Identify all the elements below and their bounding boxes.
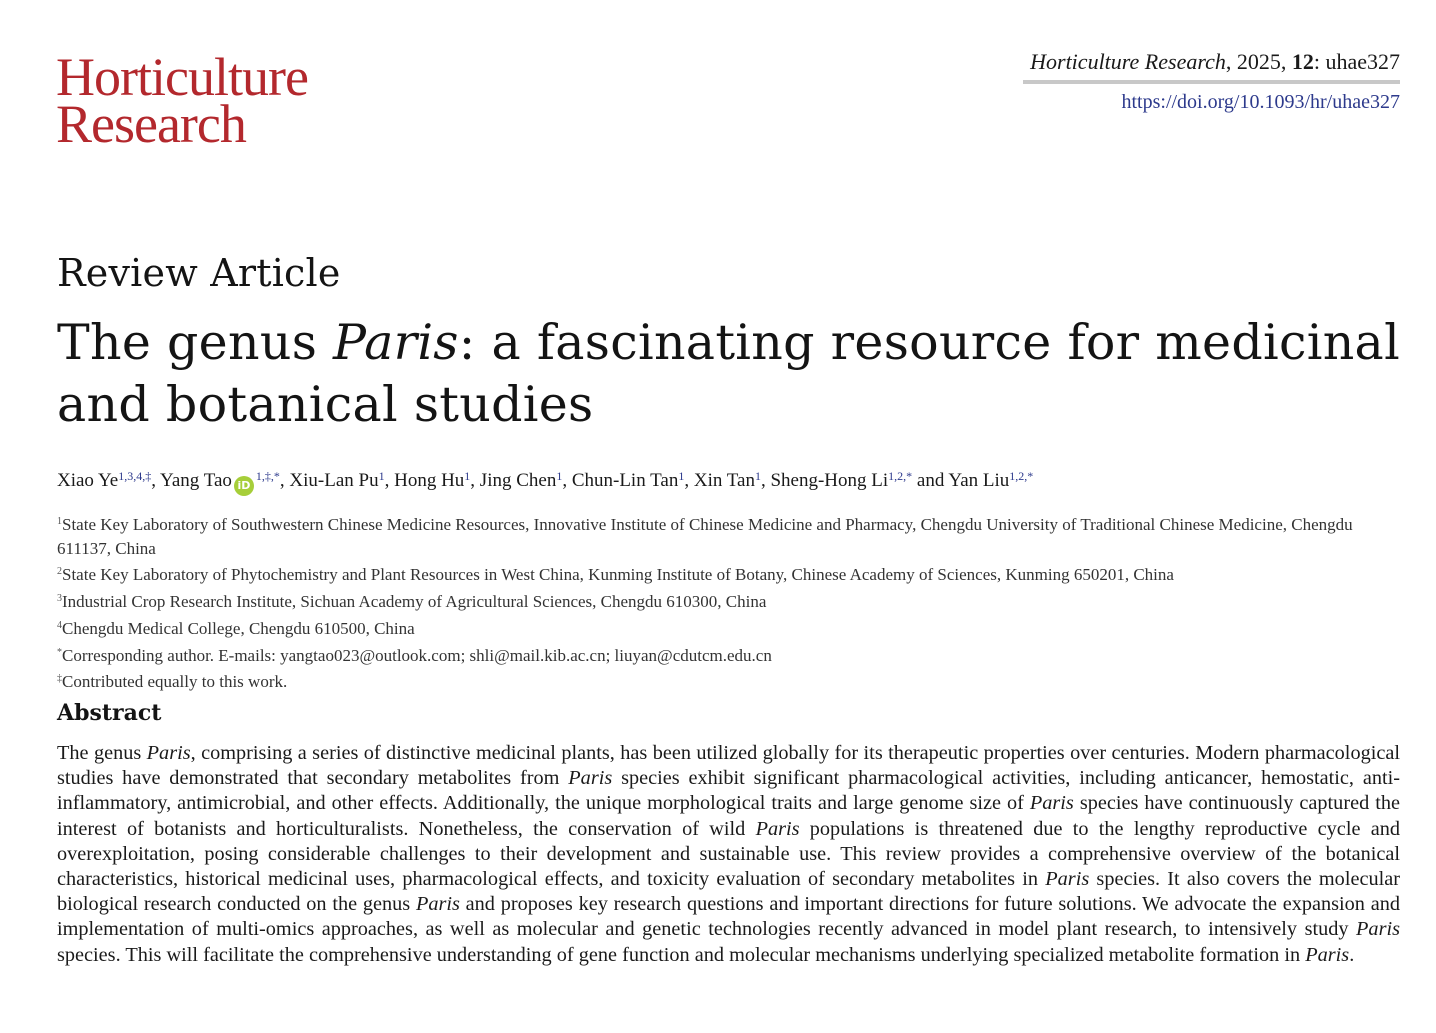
abstract-italic-term: Paris bbox=[568, 767, 613, 790]
affiliation-mark: 2 bbox=[57, 566, 62, 578]
journal-logo-line1: Horticulture bbox=[56, 47, 308, 107]
author-separator: , bbox=[760, 470, 771, 491]
affiliation-mark: ‡ bbox=[57, 673, 62, 685]
abstract-text-segment: , comprising a series of distinctive medicinal plants, has been utilized globally for its therapeutic properties over centuries. Modern pharmacological studies have demonstrated that secondary metabolites from bbox=[57, 742, 1400, 790]
affiliation-text: Industrial Crop Research Institute, Sichuan Academy of Agricultural Sciences, Chengdu 610300, China bbox=[62, 592, 767, 612]
title-italic: Paris bbox=[333, 314, 459, 371]
author-affiliation-marks[interactable]: 1 bbox=[378, 469, 385, 483]
abstract-text-segment: species. This will facilitate the comprehensive understanding of gene function and molecular mechanisms underlying specialized metabolite formation in bbox=[57, 943, 1306, 966]
affiliations bbox=[57, 510, 1402, 694]
title-line-1 bbox=[57, 312, 1401, 374]
journal-logo-line2: Research bbox=[56, 94, 246, 154]
author-name[interactable]: Sheng-Hong Li bbox=[770, 470, 889, 491]
abstract-text bbox=[57, 741, 1400, 968]
abstract-italic-term: Paris bbox=[1029, 792, 1074, 815]
affiliation-item bbox=[57, 614, 1402, 641]
author-list bbox=[57, 463, 1033, 496]
author-name[interactable]: Xiu-Lan Pu bbox=[289, 470, 379, 491]
affiliation-item bbox=[57, 587, 1402, 614]
affiliation-text: Corresponding author. E-mails: yangtao023@outlook.com; shli@mail.kib.ac.cn; liuyan@cdutcm.edu.cn bbox=[62, 645, 772, 665]
abstract-text-segment: species exhibit significant pharmacological activities, including anticancer, hemostatic, anti-inflammatory, antimicrobial, and other effects. Additionally, the unique morphological traits and large genome size of bbox=[57, 767, 1401, 815]
author-separator: , bbox=[151, 470, 161, 491]
citation-year: , 2025, bbox=[1225, 49, 1292, 74]
author-name[interactable]: Chun-Lin Tan bbox=[571, 470, 679, 491]
abstract-italic-term: Paris bbox=[415, 893, 460, 916]
author-affiliation-marks[interactable]: 1,3,4,‡ bbox=[118, 469, 152, 483]
title-part1: The genus bbox=[57, 314, 334, 371]
abstract-italic-term: Paris bbox=[1356, 918, 1400, 941]
abstract-text-segment: and proposes key research questions and important directions for future solutions. We advocate the expansion and implementation of multi-omics approaches, as well as molecular and genetic technologies recently advanced in model plant research, to intensively study bbox=[57, 893, 1400, 941]
citation-volume: 12 bbox=[1291, 49, 1314, 74]
affiliation-item bbox=[57, 667, 1402, 694]
author-affiliation-marks[interactable]: 1 bbox=[464, 469, 471, 483]
author-affiliation-marks[interactable]: 1,‡,* bbox=[255, 469, 280, 483]
abstract-italic-term: Paris bbox=[1305, 943, 1350, 966]
abstract-italic-term: Paris bbox=[146, 742, 191, 764]
affiliation-item bbox=[57, 560, 1402, 587]
affiliation-text: Contributed equally to this work. bbox=[62, 672, 288, 692]
abstract-italic-term: Paris bbox=[1045, 868, 1090, 891]
author-name[interactable]: Hong Hu bbox=[394, 470, 465, 491]
affiliation-item bbox=[57, 641, 1402, 668]
author-separator: , bbox=[279, 470, 290, 491]
abstract-heading: Abstract bbox=[57, 700, 162, 726]
affiliation-mark: 4 bbox=[57, 619, 62, 631]
header-rule bbox=[1023, 80, 1400, 84]
abstract-text-segment: species have continuously captured the interest of botanists and horticulturalists. Nonetheless, the conservation of wild bbox=[57, 792, 1400, 840]
citation bbox=[1030, 49, 1400, 75]
citation-article-id: : uhae327 bbox=[1313, 49, 1400, 74]
citation-journal: Horticulture Research bbox=[1030, 49, 1226, 74]
author-affiliation-marks[interactable]: 1 bbox=[678, 469, 685, 483]
author-separator: , bbox=[562, 470, 572, 491]
affiliation-text: Chengdu Medical College, Chengdu 610500, China bbox=[62, 618, 415, 638]
author-affiliation-marks[interactable]: 1,2,* bbox=[1009, 469, 1034, 483]
article-type: Review Article bbox=[57, 251, 341, 295]
affiliation-text: State Key Laboratory of Southwestern Chinese Medicine Resources, Innovative Institute of Chinese Medicine and Pharmacy, Chengdu University of Traditional Chinese Medicine, Chengdu 611137, China bbox=[57, 515, 1353, 558]
author-affiliation-marks[interactable]: 1,2,* bbox=[888, 469, 913, 483]
author-separator: , bbox=[384, 470, 395, 491]
abstract-text-segment: The genus bbox=[57, 742, 147, 764]
abstract-italic-term: Paris bbox=[755, 817, 800, 840]
author-name[interactable]: Jing Chen bbox=[479, 470, 557, 491]
author-name[interactable]: Yan Liu bbox=[948, 470, 1010, 491]
orcid-icon[interactable]: iD bbox=[234, 476, 254, 496]
affiliation-mark: * bbox=[57, 646, 62, 658]
author-name[interactable]: Xiao Ye bbox=[57, 470, 119, 491]
author-name[interactable]: Yang Tao bbox=[160, 470, 232, 491]
title-part2: : a fascinating resource for medicinal bbox=[458, 314, 1401, 371]
author-name[interactable]: Xin Tan bbox=[693, 470, 755, 491]
journal-logo bbox=[56, 47, 308, 154]
affiliation-text: State Key Laboratory of Phytochemistry and Plant Resources in West China, Kunming Institute of Botany, Chinese Academy of Sciences, Kunming 650201, China bbox=[62, 565, 1174, 585]
affiliation-mark: 1 bbox=[57, 516, 62, 527]
article-title bbox=[57, 312, 1401, 436]
abstract-text-segment: populations is threatened due to the lengthy reproductive cycle and overexploitation, posing considerable challenges to their development and sustainable use. This review provides a comprehensive overview of the botanical characteristics, historical medicinal uses, pharmacological effects, and toxicity evaluation of secondary metabolites in bbox=[57, 817, 1400, 891]
author-separator: and bbox=[912, 470, 949, 491]
doi-link[interactable]: https://doi.org/10.1093/hr/uhae327 bbox=[1121, 91, 1400, 113]
abstract-text-segment: species. It also covers the molecular biological research conducted on the genus bbox=[57, 868, 1400, 916]
abstract-text-segment: . bbox=[1349, 943, 1355, 966]
author-separator: , bbox=[470, 470, 480, 491]
author-affiliation-marks[interactable]: 1 bbox=[754, 469, 761, 483]
title-line-2: and botanical studies bbox=[57, 376, 594, 433]
author-separator: , bbox=[684, 470, 694, 491]
affiliation-item bbox=[57, 510, 1402, 560]
author-affiliation-marks[interactable]: 1 bbox=[556, 469, 563, 483]
affiliation-mark: 3 bbox=[57, 593, 62, 605]
